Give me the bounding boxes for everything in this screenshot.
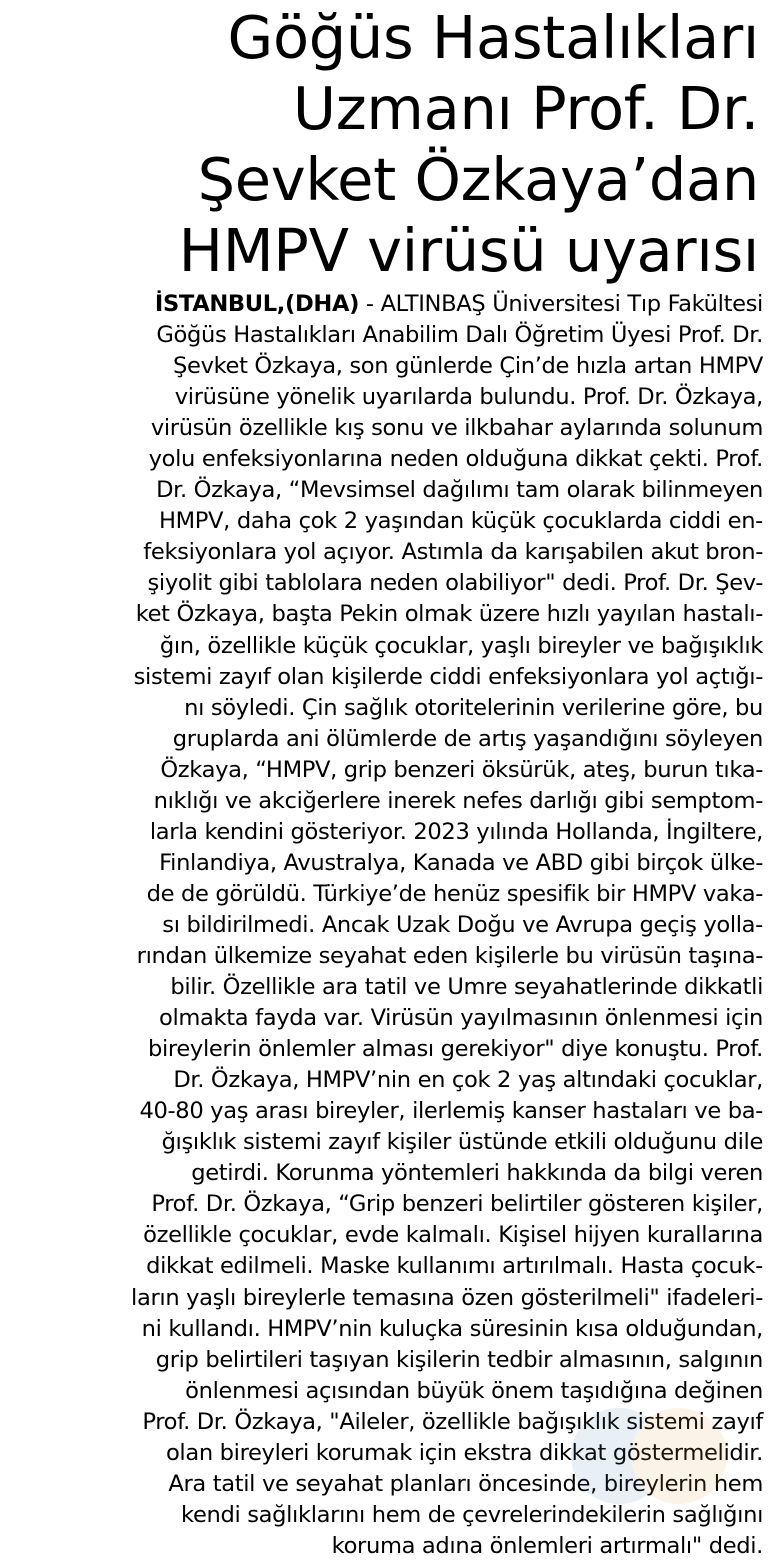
body-line: Özkaya, “HMPV, grip benzeri öksürük, ateş, burun tıka- [160, 756, 763, 783]
body-line: virüsün özellikle kış sonu ve ilkbahar aylarında solunum [150, 415, 763, 442]
body-line: bireylerin önlemler alması gerekiyor" diye konuştu. Prof. [148, 1036, 763, 1063]
headline-line: Uzmanı Prof. Dr. [292, 74, 759, 143]
body-line: kendi sağlıklarını hem de çevrelerindekilerin sağlığını [181, 1501, 763, 1528]
body-line: Ara tatil ve seyahat planları öncesinde, bireylerin hem [168, 1470, 763, 1497]
article-body [0, 289, 771, 1562]
body-line: Finlandiya, Avustralya, Kanada ve ABD gibi birçok ülke- [159, 849, 763, 876]
body-line: yolu enfeksiyonlarına neden olduğuna dikkat çekti. Prof. [148, 446, 763, 473]
body-line: ğışıklık sistemi zayıf kişiler üstünde etkili olduğunu dile [161, 1129, 763, 1156]
body-line-text: ALTINBAŞ Üniversitesi Tıp Fakültesi [380, 291, 763, 317]
body-line: olan bireyleri korumak için ekstra dikkat göstermelidir. [165, 1439, 763, 1466]
dateline: İSTANBUL,(DHA) [154, 291, 360, 317]
body-line: gruplarda ani ölümlerde de artış yaşandığını söyleyen [172, 725, 763, 752]
body-line: özellikle çocuklar, evde kalmalı. Kişisel hijyen kurallarına [143, 1222, 763, 1249]
body-line: koruma adına önlemleri artırmalı" dedi. [331, 1532, 763, 1559]
body-line: rından ülkemize seyahat eden kişilerle bu virüsün taşına- [136, 942, 763, 969]
body-line: olmakta fayda var. Virüsün yayılmasının önlenmesi için [158, 1005, 763, 1032]
body-line: ket Özkaya, başta Pekin olmak üzere hızlı yayılan hastalı- [135, 601, 763, 628]
body-line: grip belirtileri taşıyan kişilerin tedbir almasının, salgının [155, 1346, 763, 1373]
body-line: Prof. Dr. Özkaya, “Grip benzeri belirtiler gösteren kişiler, [151, 1191, 763, 1218]
body-line: ğın, özellikle küçük çocuklar, yaşlı bireyler ve bağışıklık [159, 632, 763, 659]
body-line: ların yaşlı bireylerle temasına özen gösterilmeli" ifadeleri- [131, 1284, 763, 1311]
body-line-first [10, 289, 763, 320]
headline-line: Göğüs Hastalıkları [227, 3, 759, 72]
body-line: Şevket Özkaya, son günlerde Çin’de hızla artan HMPV [173, 353, 763, 380]
body-line: Dr. Özkaya, HMPV’nin en çok 2 yaş altındaki çocuklar, [173, 1067, 763, 1094]
body-line: sı bildirilmedi. Ancak Uzak Doğu ve Avrupa geçiş yolla- [162, 911, 763, 938]
body-line: 40-80 yaş arası bireyler, ilerlemiş kanser hastaları ve ba- [139, 1098, 763, 1125]
body-line: şiyolit gibi tablolara neden olabiliyor" dedi. Prof. Dr. Şev- [147, 570, 763, 597]
body-line: bilir. Özellikle ara tatil ve Umre seyahatlerinde dikkatli [170, 974, 763, 1001]
body-line: dikkat edilmeli. Maske kullanımı artırılmalı. Hasta çocuk- [146, 1253, 763, 1280]
body-line: Prof. Dr. Özkaya, "Aileler, özellikle bağışıklık sistemi zayıf [142, 1408, 763, 1435]
body-line: nıklığı ve akciğerlere inerek nefes darlığı gibi semptom- [153, 787, 763, 814]
body-line: de de görüldü. Türkiye’de henüz spesifik bir HMPV vaka- [146, 880, 763, 907]
body-line: feksiyonlara yol açıyor. Astımla da karışabilen akut bron- [143, 539, 763, 566]
body-line: virüsüne yönelik uyarılarda bulundu. Prof. Dr. Özkaya, [174, 384, 763, 411]
body-line: Dr. Özkaya, “Mevsimsel dağılımı tam olarak bilinmeyen [156, 477, 763, 504]
headline-line: HMPV virüsü uyarısı [178, 216, 759, 285]
body-line: sistemi zayıf olan kişilerde ciddi enfeksiyonlara yol açtığı- [133, 663, 763, 690]
body-line: Göğüs Hastalıkları Anabilim Dalı Öğretim Üyesi Prof. Dr. [156, 322, 763, 349]
body-line: larla kendini gösteriyor. 2023 yılında Hollanda, İngiltere, [149, 818, 763, 845]
headline-line: Şevket Özkaya’dan [197, 145, 759, 214]
lead-separator: - [359, 291, 381, 317]
body-line: nı söyledi. Çin sağlık otoritelerinin verilerine göre, bu [184, 694, 763, 721]
body-line: önlenmesi açısından büyük önem taşıdığına değinen [185, 1377, 763, 1404]
body-line: HMPV, daha çok 2 yaşından küçük çocuklarda ciddi en- [159, 508, 763, 535]
body-line: getirdi. Korunma yöntemleri hakkında da bilgi veren [191, 1160, 763, 1187]
body-line: ni kullandı. HMPV’nin kuluçka süresinin kısa olduğundan, [141, 1315, 763, 1342]
headline [0, 2, 771, 286]
